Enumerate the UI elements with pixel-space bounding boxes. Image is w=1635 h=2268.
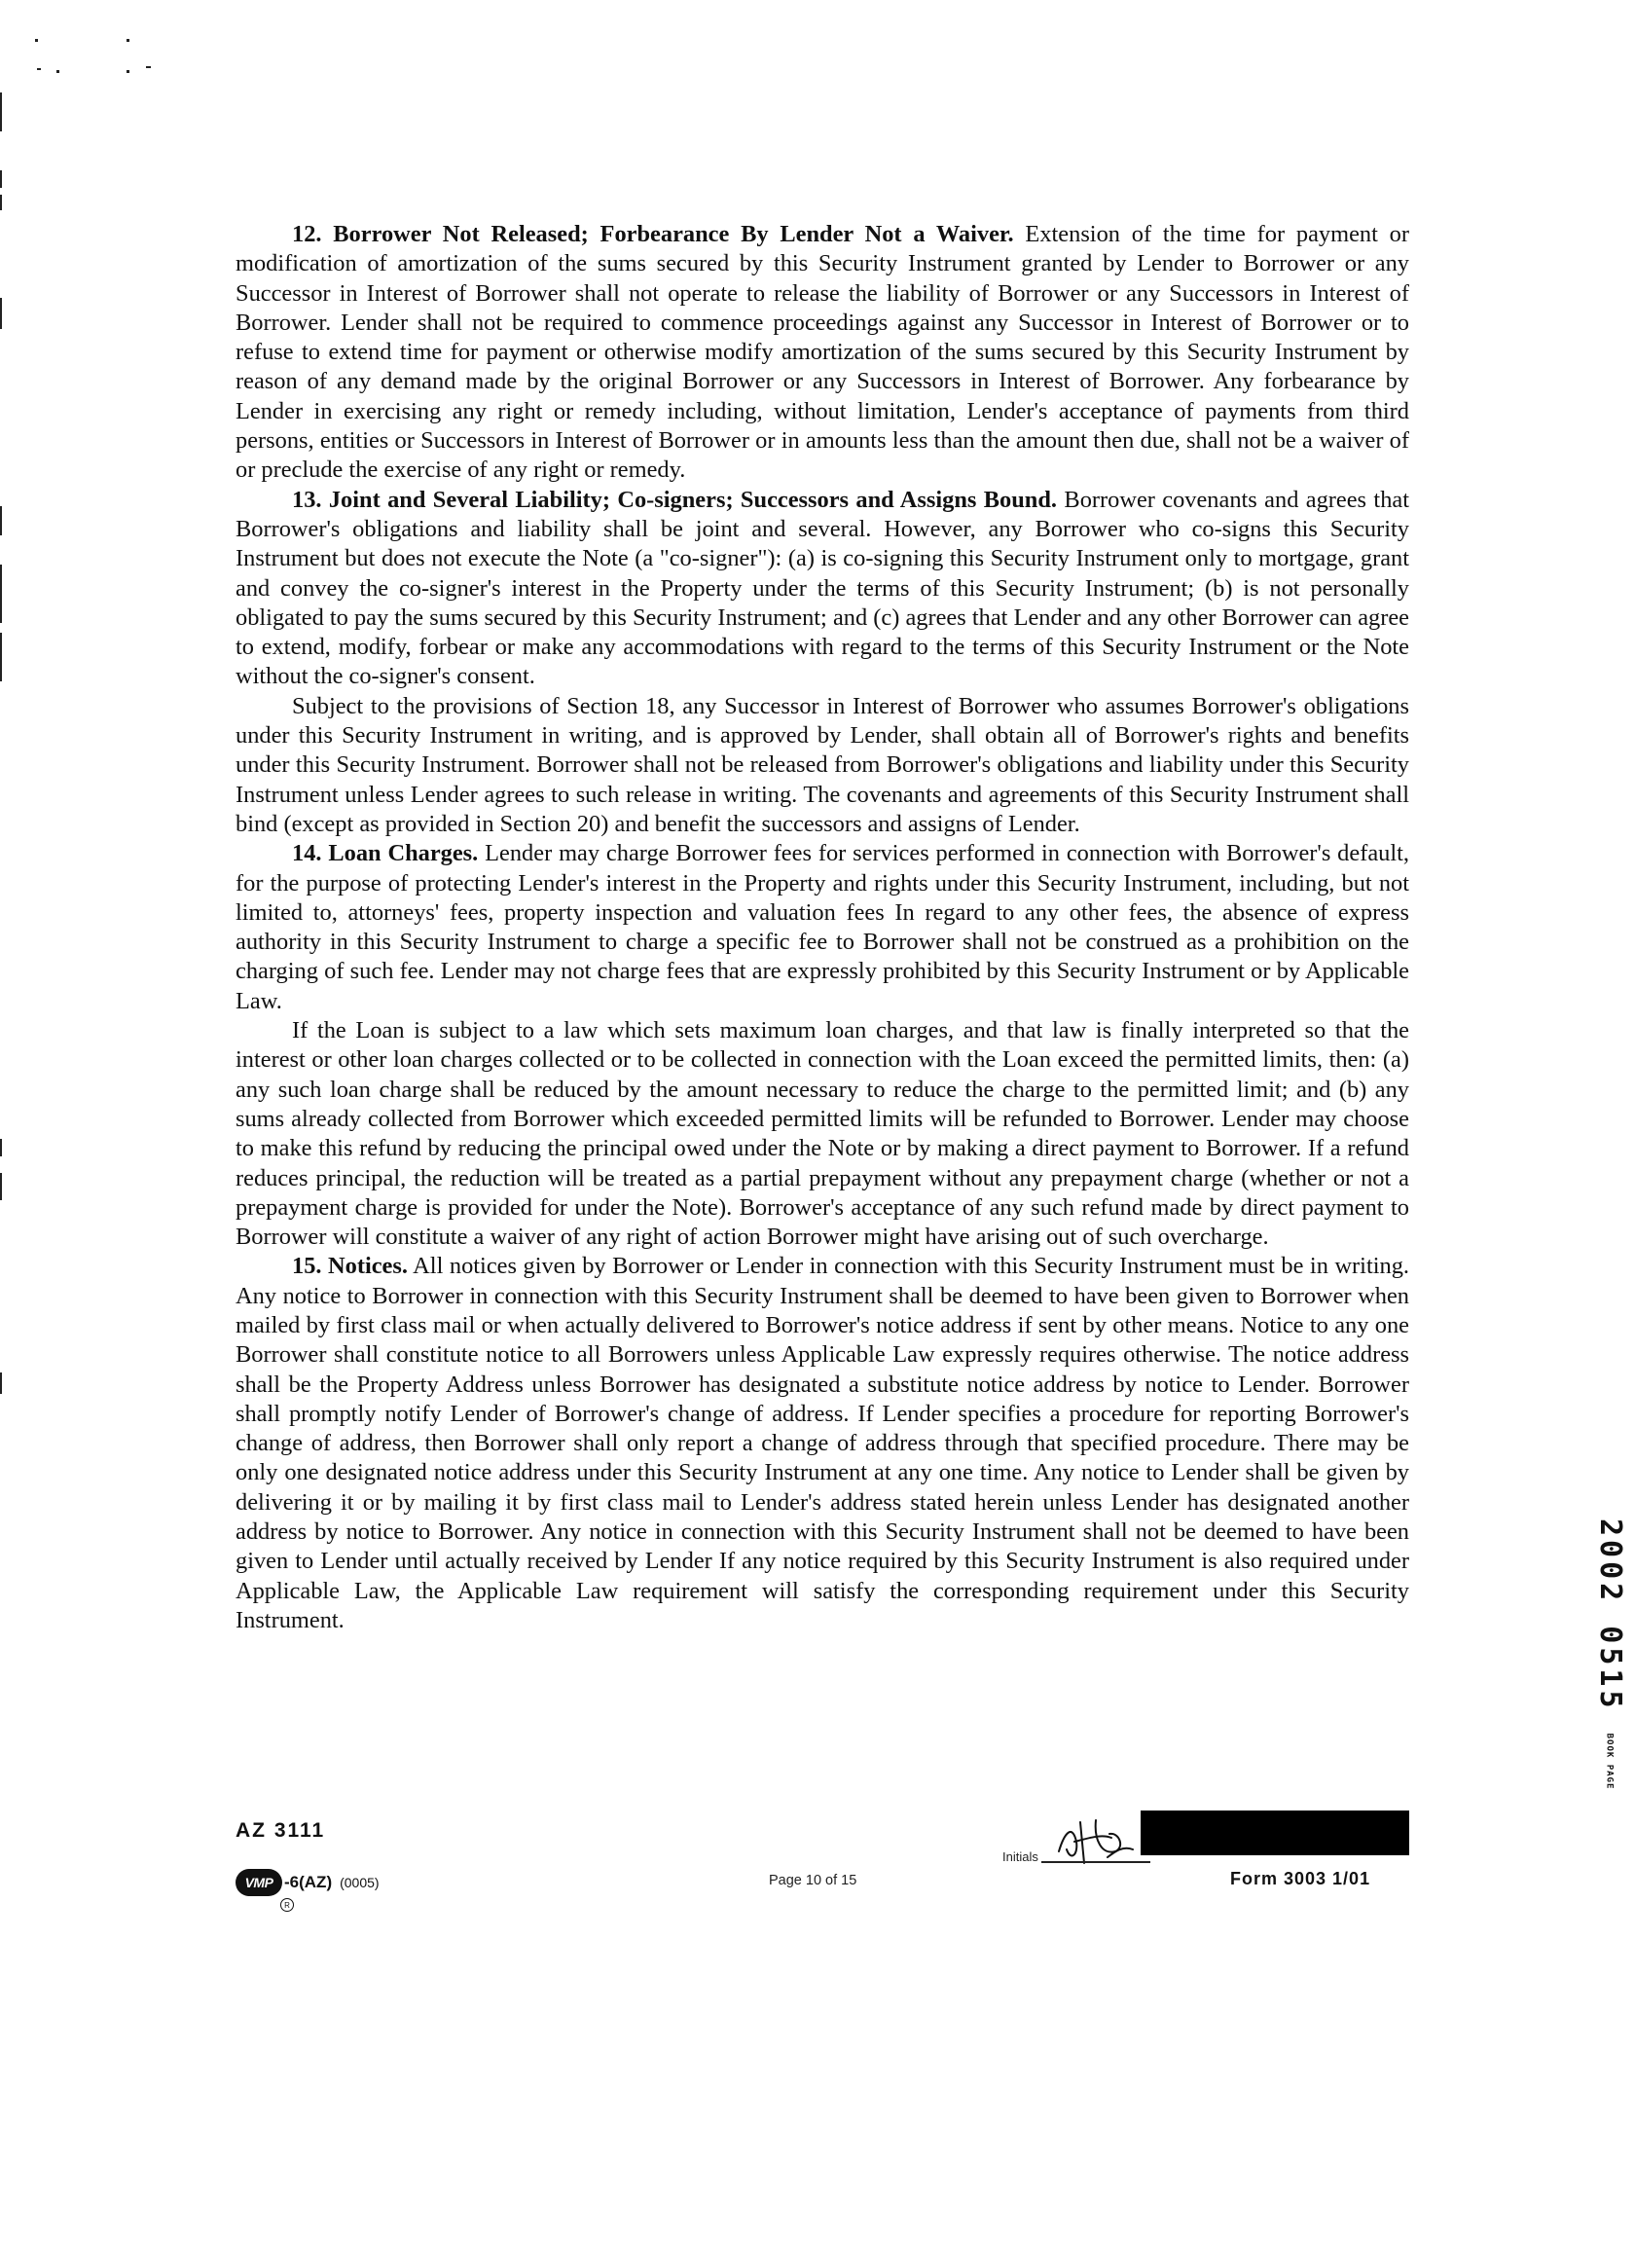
redaction-box xyxy=(1141,1811,1409,1855)
section-12-text: Extension of the time for payment or modification of amortization of the sums secured by this Security Instrument granted by Lender to Borrower or any Successor in Interest of Borrower shall not operate to release the liability of Borrower or any Successors in Interest of Borrower. Lender shall not be required to commence proceedings against any Successor in Interest of Borrower or to refuse to extend time for payment or otherwise modify amortization of the sums secured by this Security Instrument by reason of any demand made by the original Borrower or any Successors in Interest of Borrower. Any forbearance by Lender in exercising any right or remedy including, without limitation, Lender's acceptance of payments from third persons, entities or Successors in Interest of Borrower or in amounts less than the amount then due, shall not be a waiver of or preclude the exercise of any right or remedy. xyxy=(236,221,1409,484)
registered-mark-icon: R xyxy=(280,1898,294,1912)
initials-label: Initials xyxy=(1002,1849,1038,1864)
section-14-text: Lender may charge Borrower fees for services performed in connection with Borrower's default, for the purpose of protecting Lender's interest in the Property and rights under this Security Instrument, including, but not limited to, attorneys' fees, property inspection and valuation fees In regard to any other fees, the absence of express authority in this Security Instrument to charge a specific fee to Borrower shall not be construed as a prohibition on the charging of such fee. Lender may not charge fees that are expressly prohibited by this Security Instrument or by Applicable Law. xyxy=(236,840,1409,1014)
section-13-continued xyxy=(236,692,1409,839)
section-13-text: Borrower covenants and agrees that Borrower's obligations and liability shall be joint and several. However, any Borrower who co-signs this Security Instrument but does not execute the Note (a "co-signer"): (a) is co-signing this Security Instrument only to mortgage, grant and convey the co-signer's interest in the Property under the terms of this Security Instrument; (b) is not personally obligated to pay the sums secured by this Security Instrument; and (c) agrees that Lender and any other Borrower can agree to extend, modify, forbear or make any accommodations with regard to the terms of this Security Instrument or the Note without the co-signer's consent. xyxy=(236,486,1409,690)
section-15-text: All notices given by Borrower or Lender in connection with this Security Instrument must be in writing. Any notice to Borrower in connection with this Security Instrument shall be deemed to have been given to Borrower when mailed by first class mail or when actually delivered to Borrower's notice address if sent by other means. Notice to any one Borrower shall constitute notice to all Borrowers unless Applicable Law expressly requires otherwise. The notice address shall be the Property Address unless Borrower has designated a substitute notice address by notice to Lender. Borrower shall promptly notify Lender of Borrower's change of address. If Lender specifies a procedure for reporting Borrower's change of address, then Borrower shall only report a change of address through that specified procedure. There may be only one designated notice address under this Security Instrument at any one time. Any notice to Lender shall be given by delivering it or by mailing it by first class mail to Lender's address stated herein unless Lender has designated another address by notice to Borrower. Any notice in connection with this Security Instrument shall not be deemed to have been given to Lender until actually received by Lender If any notice required by this Security Instrument is also required under Applicable Law, the Applicable Law requirement will satisfy the corresponding requirement under this Security Instrument. xyxy=(236,1253,1409,1633)
initials-signature xyxy=(1051,1812,1148,1867)
section-14-heading: 14. Loan Charges. xyxy=(292,840,479,867)
section-13-heading: 13. Joint and Several Liability; Co-signers; Successors and Assigns Bound. xyxy=(292,486,1058,513)
initials-line xyxy=(1041,1861,1150,1863)
document-body xyxy=(236,220,1409,1635)
section-14-continued xyxy=(236,1016,1409,1252)
section-14 xyxy=(236,839,1409,1016)
recording-stamp-label: BOOK PAGE xyxy=(1604,1733,1615,1790)
section-15-heading: 15. Notices. xyxy=(292,1253,408,1280)
state-code: AZ 3111 xyxy=(236,1819,326,1842)
section-12-heading: 12. Borrower Not Released; Forbearance By Lender Not a Waiver. xyxy=(292,221,1014,247)
page-number: Page 10 of 15 xyxy=(769,1873,857,1888)
section-14-continued-text: If the Loan is subject to a law which sets maximum loan charges, and that law is finally interpreted so that the interest or other loan charges collected or to be collected in connection with the Loan exceed the permitted limits, then: (a) any such loan charge shall be reduced by the amount necessary to reduce the charge to the permitted limit; and (b) any sums already collected from Borrower which exceeded permitted limits will be refunded to Borrower. Lender may choose to make this refund by reducing the principal owed under the Note or by making a direct payment to Borrower. If a refund reduces principal, the reduction will be treated as a partial prepayment without any prepayment charge (whether or not a prepayment charge is provided for under the Note). Borrower's acceptance of any such refund made by direct payment to Borrower will constitute a waiver of any right of action Borrower might have arising out of such overcharge. xyxy=(236,1017,1409,1251)
section-13 xyxy=(236,486,1409,692)
form-code: -6(AZ) xyxy=(284,1873,333,1891)
form-code-suffix: (0005) xyxy=(340,1875,380,1890)
section-12 xyxy=(236,220,1409,486)
form-identifier xyxy=(236,1863,380,1910)
form-number: Form 3003 1/01 xyxy=(1230,1869,1371,1888)
recording-stamp-number: 2002 0515 xyxy=(1593,1518,1627,1712)
section-15 xyxy=(236,1252,1409,1635)
vmp-logo: VMP xyxy=(236,1869,282,1896)
recording-stamp xyxy=(1592,1518,1631,2268)
section-13-continued-text: Subject to the provisions of Section 18, any Successor in Interest of Borrower who assumes Borrower's obligations under this Security Instrument in writing, and is approved by Lender, shall obtain all of Borrower's rights and benefits under this Security Instrument. Borrower shall not be released from Borrower's obligations and liability under this Security Instrument unless Lender agrees to such release in writing. The covenants and agreements of this Security Instrument shall bind (except as provided in Section 20) and benefit the successors and assigns of Lender. xyxy=(236,692,1409,837)
